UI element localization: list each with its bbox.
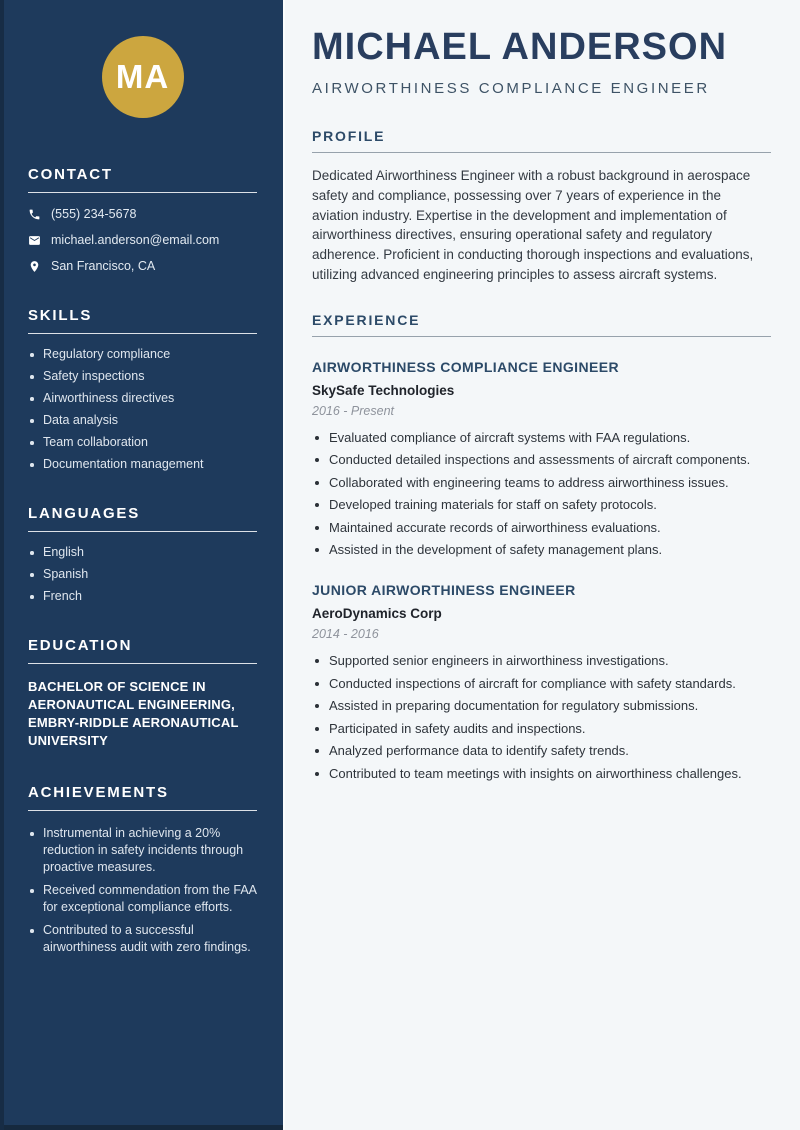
job-bullet: Conducted detailed inspections and assessments of aircraft components. [312, 453, 771, 467]
languages-list [28, 546, 257, 603]
job-bullet: Contributed to team meetings with insights on airworthiness challenges. [312, 767, 771, 781]
education-heading: EDUCATION [28, 637, 133, 654]
profile-heading: PROFILE [312, 128, 386, 144]
email-value: michael.anderson@email.com [51, 233, 220, 247]
divider [312, 336, 771, 337]
achievement-item: Instrumental in achieving a 20% reduction in safety incidents through proactive measures. [28, 825, 257, 876]
profile-text: Dedicated Airworthiness Engineer with a robust background in aerospace safety and compliance, possessing over 7 years of experience in the aviation industry. Expertise in the development and implementation of airworthiness directives, ensuring operational safety and regulatory adherence. Proficient in conducting thorough inspections and evaluations, utilizing advanced engineering principles to assess aircraft systems. [312, 168, 754, 282]
job-bullet-list [312, 431, 771, 558]
resume-main [283, 0, 800, 1130]
divider [28, 333, 257, 334]
job-bullet: Supported senior engineers in airworthiness investigations. [312, 654, 771, 668]
job-dates: 2014 - 2016 [312, 627, 379, 642]
skills-section [28, 307, 257, 471]
job-entry [312, 359, 771, 558]
degree-text: BACHELOR OF SCIENCE IN AERONAUTICAL ENGINEERING, EMBRY-RIDDLE AERONAUTICAL UNIVERSITY [28, 679, 239, 748]
contact-location-row [28, 259, 257, 273]
language-item: English [28, 546, 257, 559]
job-company: SkySafe Technologies [312, 382, 455, 398]
achievement-item: Contributed to a successful airworthiness audit with zero findings. [28, 922, 257, 956]
language-item: French [28, 590, 257, 603]
skill-item: Documentation management [28, 458, 257, 471]
person-name: MICHAEL ANDERSON [312, 26, 728, 68]
achievements-section [28, 784, 257, 956]
job-bullet: Analyzed performance data to identify safety trends. [312, 744, 771, 758]
language-item: Spanish [28, 568, 257, 581]
phone-value: (555) 234-5678 [51, 207, 137, 221]
skill-item: Data analysis [28, 414, 257, 427]
profile-section [312, 128, 771, 285]
job-entry [312, 582, 771, 781]
contact-section [28, 166, 257, 273]
divider [28, 810, 257, 811]
skill-item: Safety inspections [28, 370, 257, 383]
job-bullet: Conducted inspections of aircraft for compliance with safety standards. [312, 677, 771, 691]
job-title: AIRWORTHINESS COMPLIANCE ENGINEER [312, 358, 619, 375]
divider [28, 192, 257, 193]
achievements-list [28, 825, 257, 956]
phone-icon [28, 208, 41, 221]
job-bullet: Assisted in preparing documentation for regulatory submissions. [312, 699, 771, 713]
skills-heading: SKILLS [28, 307, 93, 324]
divider [28, 531, 257, 532]
achievements-heading: ACHIEVEMENTS [28, 784, 169, 801]
skill-item: Regulatory compliance [28, 348, 257, 361]
skill-item: Team collaboration [28, 436, 257, 449]
job-dates: 2016 - Present [312, 403, 394, 418]
contact-phone-row [28, 207, 257, 221]
job-bullet: Evaluated compliance of aircraft systems with FAA regulations. [312, 431, 771, 445]
divider [28, 663, 257, 664]
divider [312, 152, 771, 153]
person-job-title: AIRWORTHINESS COMPLIANCE ENGINEER [312, 80, 710, 97]
job-company: AeroDynamics Corp [312, 606, 442, 622]
contact-heading: CONTACT [28, 166, 113, 183]
contact-email-row [28, 233, 257, 247]
skills-list [28, 348, 257, 471]
job-bullet: Collaborated with engineering teams to address airworthiness issues. [312, 476, 771, 490]
languages-heading: LANGUAGES [28, 505, 141, 522]
languages-section [28, 505, 257, 603]
location-pin-icon [28, 260, 41, 273]
experience-heading: EXPERIENCE [312, 311, 421, 328]
achievement-item: Received commendation from the FAA for exceptional compliance efforts. [28, 882, 257, 916]
sidebar [0, 0, 283, 1130]
avatar [102, 36, 184, 118]
avatar-initials: MA [115, 58, 170, 95]
job-bullet: Assisted in the development of safety management plans. [312, 543, 771, 557]
job-bullet: Maintained accurate records of airworthiness evaluations. [312, 521, 771, 535]
experience-section [312, 312, 771, 781]
job-bullet: Participated in safety audits and inspections. [312, 722, 771, 736]
job-title: JUNIOR AIRWORTHINESS ENGINEER [312, 582, 576, 599]
location-value: San Francisco, CA [51, 259, 156, 273]
skill-item: Airworthiness directives [28, 392, 257, 405]
email-icon [28, 234, 41, 247]
job-bullet-list [312, 654, 771, 781]
job-bullet: Developed training materials for staff on safety protocols. [312, 498, 771, 512]
education-section [28, 637, 257, 750]
